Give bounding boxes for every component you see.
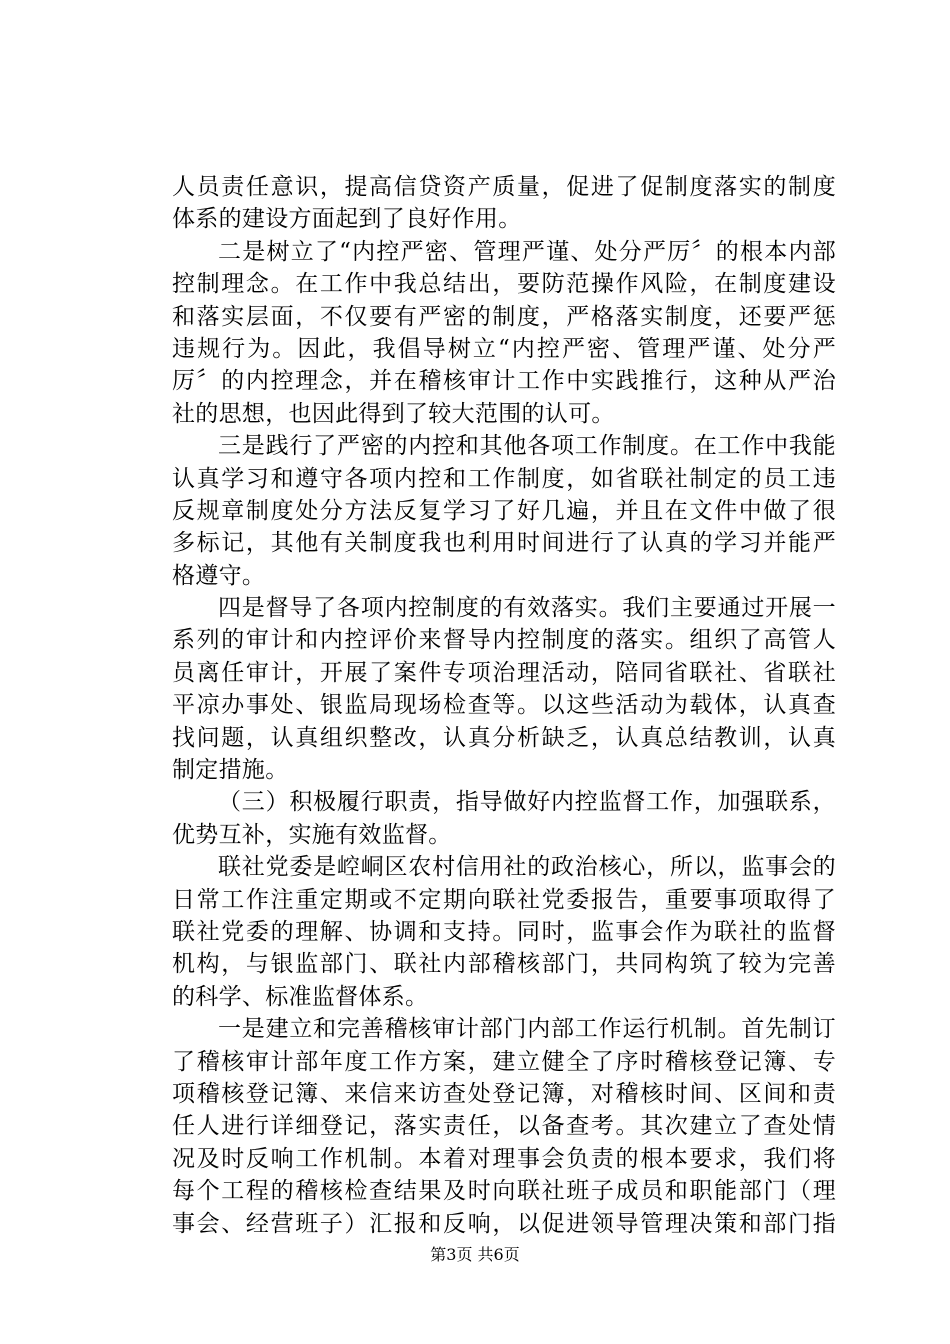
text-line: 四是督导了各项内控制度的有效落实。我们主要通过开展一 <box>218 595 836 622</box>
text-line: 系列的审计和内控评价来督导内控制度的落实。组织了高管人 <box>172 627 836 654</box>
text-line: 二是树立了“内控严密、管理严谨、处分严厉〞的根本内部 <box>218 238 836 265</box>
text-line: 制定措施。 <box>172 757 289 784</box>
text-line: 认真学习和遵守各项内控和工作制度，如省联社制定的员工违 <box>172 465 836 492</box>
page-footer: 第3页 共6页 <box>430 1245 520 1264</box>
document-body <box>172 171 836 1240</box>
text-line: 平凉办事处、银监局现场检查等。以这些活动为载体，认真查 <box>172 692 836 719</box>
text-line: 多标记，其他有关制度我也利用时间进行了认真的学习并能严 <box>172 530 836 557</box>
text-line: 联社党委的理解、协调和支持。同时，监事会作为联社的监督 <box>172 918 836 945</box>
text-line: 和落实层面，不仅要有严密的制度，严格落实制度，还要严惩 <box>172 303 836 330</box>
text-line: 控制理念。在工作中我总结出，要防范操作风险，在制度建设 <box>172 271 836 298</box>
text-line: 人员责任意识，提高信贷资产质量，促进了促制度落实的制度 <box>172 174 836 200</box>
text-line: 三是践行了严密的内控和其他各项工作制度。在工作中我能 <box>218 433 836 460</box>
text-line: 任人进行详细登记，落实责任，以备查考。其次建立了查处情 <box>172 1113 836 1140</box>
text-line: 厉〞的内控理念，并在稽核审计工作中实践推行，这种从严治 <box>172 368 836 395</box>
text-line: 机构，与银监部门、联社内部稽核部门，共同构筑了较为完善 <box>172 951 836 978</box>
text-line: 格遵守。 <box>172 562 266 589</box>
text-line: 反规章制度处分方法反复学习了好几遍，并且在文件中做了很 <box>172 497 836 524</box>
text-line: 找问题，认真组织整改，认真分析缺乏，认真总结教训，认真 <box>172 724 836 751</box>
text-line: 况及时反响工作机制。本着对理事会负责的根本要求，我们将 <box>172 1145 836 1172</box>
text-line: 一是建立和完善稽核审计部门内部工作运行机制。首先制订 <box>218 1016 836 1043</box>
text-line: 体系的建设方面起到了良好作用。 <box>172 206 522 233</box>
text-line: 的科学、标准监督体系。 <box>172 983 429 1010</box>
text-line: 每个工程的稽核检查结果及时向联社班子成员和职能部门（理 <box>172 1178 836 1205</box>
text-line: 社的思想，也因此得到了较大范围的认可。 <box>172 400 615 427</box>
text-line: （三）积极履行职责，指导做好内控监督工作，加强联系， <box>218 789 836 816</box>
text-line: 项稽核登记簿、来信来访查处登记簿，对稽核时间、区间和责 <box>172 1080 836 1107</box>
text-line: 日常工作注重定期或不定期向联社党委报告，重要事项取得了 <box>172 886 836 913</box>
text-line: 了稽核审计部年度工作方案，建立健全了序时稽核登记簿、专 <box>172 1048 836 1075</box>
text-line: 违规行为。因此，我倡导树立“内控严密、管理严谨、处分严 <box>172 335 836 362</box>
text-line: 员离任审计，开展了案件专项治理活动，陪同省联社、省联社 <box>172 659 836 686</box>
text-line: 联社党委是崆峒区农村信用社的政治核心，所以，监事会的 <box>218 854 836 881</box>
text-line: 优势互补，实施有效监督。 <box>172 821 452 848</box>
text-line: 事会、经营班子）汇报和反响，以促进领导管理决策和部门指 <box>172 1210 836 1237</box>
